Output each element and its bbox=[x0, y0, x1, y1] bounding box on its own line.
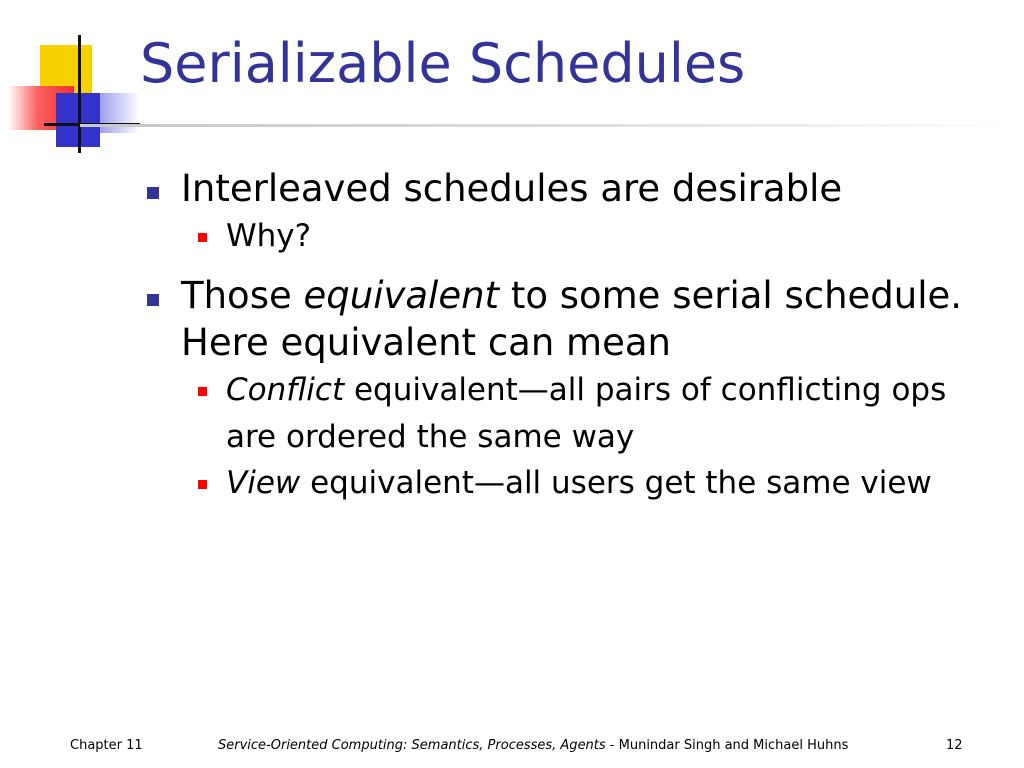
vertical-line bbox=[78, 35, 81, 153]
footer-citation bbox=[218, 738, 848, 753]
sub-bullet-why: Why? bbox=[190, 213, 984, 260]
sub-bullet-conflict: Conflict equivalent—all pairs of conflicting ops are ordered the same way bbox=[190, 367, 984, 460]
slide-body bbox=[144, 166, 984, 507]
footer-book-title: Service-Oriented Computing: Semantics, Processes, Agents bbox=[218, 738, 606, 753]
bullet-those-equivalent: Those equivalent to some serial schedule. Here equivalent can mean bbox=[144, 273, 984, 367]
blue-fade-square bbox=[100, 93, 140, 133]
slide-title: Serializable Schedules bbox=[140, 32, 746, 95]
sub-bullet-view: View equivalent—all users get the same view bbox=[190, 460, 984, 507]
decorative-squares-logo bbox=[0, 0, 140, 160]
footer-page-number: 12 bbox=[946, 738, 963, 753]
bullet-interleaved: Interleaved schedules are desirable bbox=[144, 166, 984, 213]
title-underline bbox=[80, 124, 1024, 127]
footer-chapter: Chapter 11 bbox=[70, 738, 143, 753]
footer-authors: - Munindar Singh and Michael Huhns bbox=[605, 738, 849, 753]
